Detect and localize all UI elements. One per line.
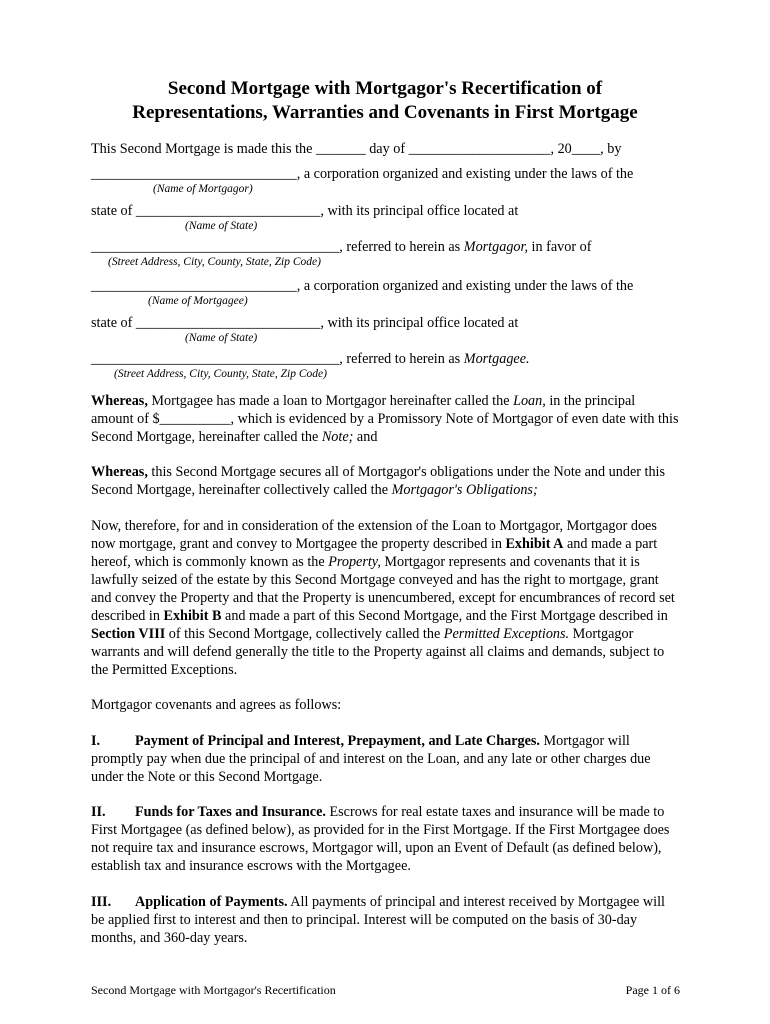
section-body: Escrows for real estate taxes and insurance will be made to First Mortgagee (as defined below), as provided for in the First Mortgage. If the First Mortgagee does not require tax and insurance escrows, Mortgagor will, upon an Event of Default (as defined below), establish tax and insurance escrows with the Mortgagee. — [91, 804, 670, 874]
street-address-caption: (Street Address, City, County, State, Zip Code) — [114, 368, 327, 380]
section-heading: Application of Payments. — [135, 894, 288, 910]
exhibit-a-ref: Exhibit A — [505, 536, 564, 552]
street-address-caption: (Street Address, City, County, State, Zip Code) — [108, 256, 321, 268]
permitted-exceptions-term: Permitted Exceptions. — [443, 626, 570, 642]
conveyance-text-3: Mortgagor represents and covenants that it is lawfully seized of the estate by this Second Mortgage conveyed and has the right to mortgage, grant and convey the Property and that the Property is unencumbered, except for encumbrances of record set described in — [91, 554, 675, 624]
section-viii-ref: Section VIII — [91, 626, 166, 642]
preamble-line-1 — [91, 140, 621, 158]
state-of-text: state of — [91, 203, 133, 219]
whereas-lead: Whereas, — [91, 464, 148, 480]
exhibit-b-ref: Exhibit B — [163, 608, 222, 624]
conveyance-text-6: Mortgagor warrants and will defend generally the title to the Property against all claims and demands, subject to the Permitted Exceptions. — [91, 626, 665, 678]
name-of-state-caption: (Name of State) — [185, 220, 258, 232]
property-term: Property, — [328, 554, 381, 570]
name-of-mortgagee-caption: (Name of Mortgagee) — [148, 295, 248, 307]
name-of-state-caption: (Name of State) — [185, 332, 258, 344]
document-title-line-1: Second Mortgage with Mortgagor's Recertification of — [167, 78, 603, 99]
year-blank: ____ — [571, 141, 601, 157]
preamble-intro-text: This Second Mortgage is made this the — [91, 141, 313, 157]
mortgagee-state-blank: __________________________ — [135, 315, 321, 331]
whereas-loan-text-2: in the principal amount of $__________, which is evidenced by a Promissory Note of Mortgagor of even date with this Second Mortgage, hereinafter called the — [91, 393, 679, 445]
mortgagee-name-blank: _____________________________ — [91, 278, 297, 294]
section-number: I. — [91, 733, 101, 749]
day-blank: _______ — [316, 141, 366, 157]
state-of-text: state of — [91, 315, 133, 331]
conveyance-text-2: and made a part hereof, which is commonly known as the — [91, 536, 658, 570]
obligations-term: Mortgagor's Obligations; — [391, 482, 538, 498]
principal-office-text: , with its principal office located at — [320, 203, 519, 219]
mortgagor-state-blank: __________________________ — [135, 203, 321, 219]
referred-text: , referred to herein as — [339, 239, 461, 255]
conveyance-text: Now, therefore, for and in consideration of the extension of the Loan to Mortgagor, Mortgagor does now mortgage, grant and convey to Mortgagee the property described in — [91, 518, 657, 552]
referred-text: , referred to herein as — [339, 351, 461, 367]
note-term: Note; — [321, 429, 354, 445]
section-heading: Funds for Taxes and Insurance. — [135, 804, 326, 820]
section-number: II. — [91, 804, 106, 820]
day-of-text: day of — [369, 141, 406, 157]
year-prefix: , 20 — [550, 141, 572, 157]
whereas-obligations-text: this Second Mortgage secures all of Mortgagor's obligations under the Note and under this Second Mortgage, hereinafter collectively called the — [91, 464, 666, 498]
preamble-line-4 — [91, 238, 591, 256]
mortgagee-address-blank: ___________________________________ — [91, 351, 340, 367]
conveyance-text-5: of this Second Mortgage, collectively called the — [168, 626, 441, 642]
corporation-text: , a corporation organized and existing under the laws of the — [296, 166, 634, 182]
section-body: Mortgagor will promptly pay when due the principal of and interest on the Loan, and any late or other charges due under the Note or this Second Mortgage. — [91, 733, 651, 785]
page-number: Page 1 of 6 — [625, 983, 680, 997]
month-blank: ____________________ — [408, 141, 551, 157]
conveyance-text-4: and made a part of this Second Mortgage, and the First Mortgage described in — [225, 608, 668, 624]
whereas-obligations-paragraph — [91, 463, 681, 499]
loan-term: Loan, — [513, 393, 546, 409]
name-of-mortgagor-caption: (Name of Mortgagor) — [153, 183, 253, 195]
section-heading: Payment of Principal and Interest, Prepayment, and Late Charges. — [135, 733, 540, 749]
now-therefore-paragraph — [91, 517, 681, 679]
section-1 — [91, 732, 681, 786]
mortgagor-address-blank: ___________________________________ — [91, 239, 340, 255]
document-title-line-2: Representations, Warranties and Covenants in First Mortgage — [132, 102, 638, 123]
whereas-loan-paragraph — [91, 392, 681, 446]
principal-office-text: , with its principal office located at — [320, 315, 519, 331]
whereas-lead: Whereas, — [91, 393, 148, 409]
corporation-text: , a corporation organized and existing under the laws of the — [296, 278, 634, 294]
by-text: , by — [600, 141, 622, 157]
whereas-loan-text: Mortgagee has made a loan to Mortgagor hereinafter called the — [151, 393, 510, 409]
preamble-line-5 — [91, 277, 633, 295]
mortgagee-term: Mortgagee. — [463, 351, 530, 367]
in-favor-of-text: in favor of — [531, 239, 592, 255]
mortgagor-term: Mortgagor, — [463, 239, 528, 255]
preamble-line-3 — [91, 202, 518, 220]
section-2 — [91, 803, 681, 875]
covenants-intro: Mortgagor covenants and agrees as follows: — [91, 697, 342, 713]
section-body: All payments of principal and interest received by Mortgagee will be applied first to interest and then to principal. Interest will be computed on the basis of 30-day months, and 360-day years. — [91, 894, 665, 946]
preamble-line-6 — [91, 314, 518, 332]
section-number: III. — [91, 894, 112, 910]
whereas-loan-text-3: and — [356, 429, 378, 445]
mortgagor-name-blank: _____________________________ — [91, 166, 297, 182]
section-3 — [91, 893, 681, 947]
preamble-line-2 — [91, 165, 633, 183]
preamble-line-7 — [91, 350, 530, 368]
footer-title: Second Mortgage with Mortgagor's Recertification — [91, 983, 336, 997]
